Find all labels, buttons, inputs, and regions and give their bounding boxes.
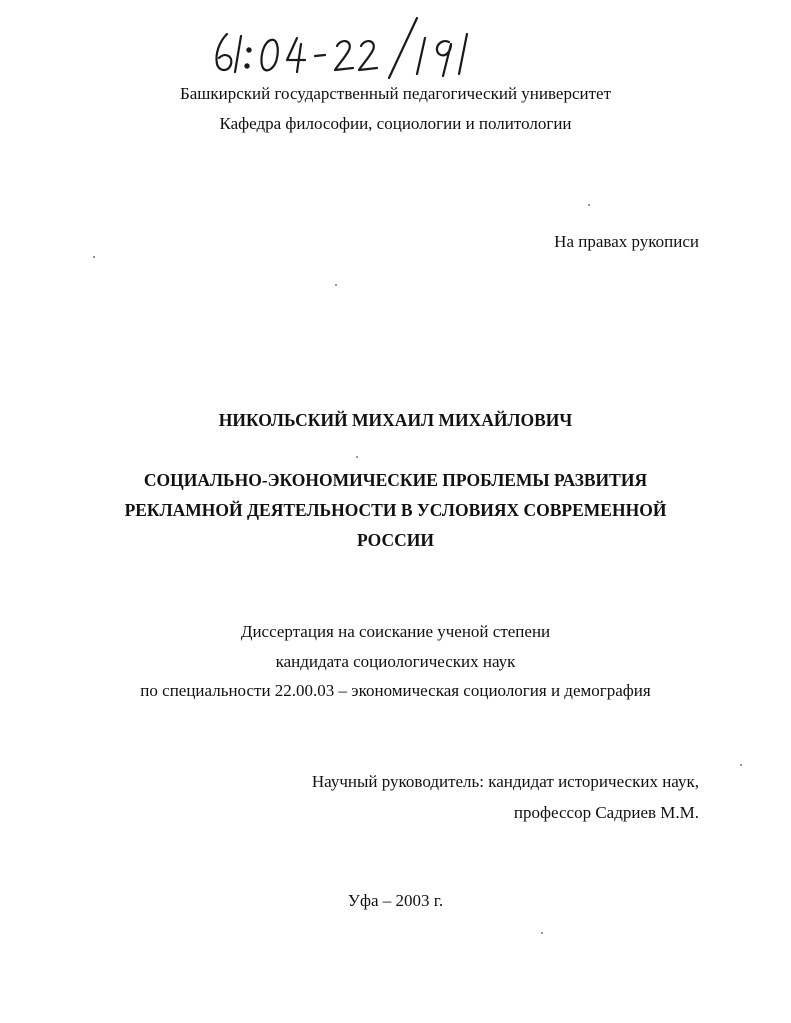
author-name: НИКОЛЬСКИЙ МИХАИЛ МИХАЙЛОВИЧ [218,410,573,430]
title-line: РОССИИ [357,530,434,550]
scan-speck [356,456,358,458]
department-name: Кафедра философии, социологии и политологии [219,114,572,133]
scan-speck [93,256,95,258]
scan-speck [740,764,742,766]
supervisor-line: профессор Садриев М.М. [513,803,699,822]
supervisor-line: Научный руководитель: кандидат исторических наук, [311,772,699,791]
scan-speck [541,932,543,934]
title-line: СОЦИАЛЬНО-ЭКОНОМИЧЕСКИЕ ПРОБЛЕМЫ РАЗВИТИЯ [143,470,648,490]
scan-speck [335,284,337,286]
scan-speck [588,204,590,206]
degree-line: по специальности 22.00.03 – экономическая социология и демография [140,681,651,700]
handwritten-archive-number [205,14,485,80]
place-year: Уфа – 2003 г. [347,891,444,910]
rights-note: На правах рукописи [554,232,699,251]
title-line: РЕКЛАМНОЙ ДЕЯТЕЛЬНОСТИ В УСЛОВИЯХ СОВРЕМЕННОЙ [124,500,667,520]
university-name: Башкирский государственный педагогический университет [179,84,612,103]
degree-line: кандидата социологических наук [275,652,516,671]
degree-line: Диссертация на соискание ученой степени [240,622,551,641]
